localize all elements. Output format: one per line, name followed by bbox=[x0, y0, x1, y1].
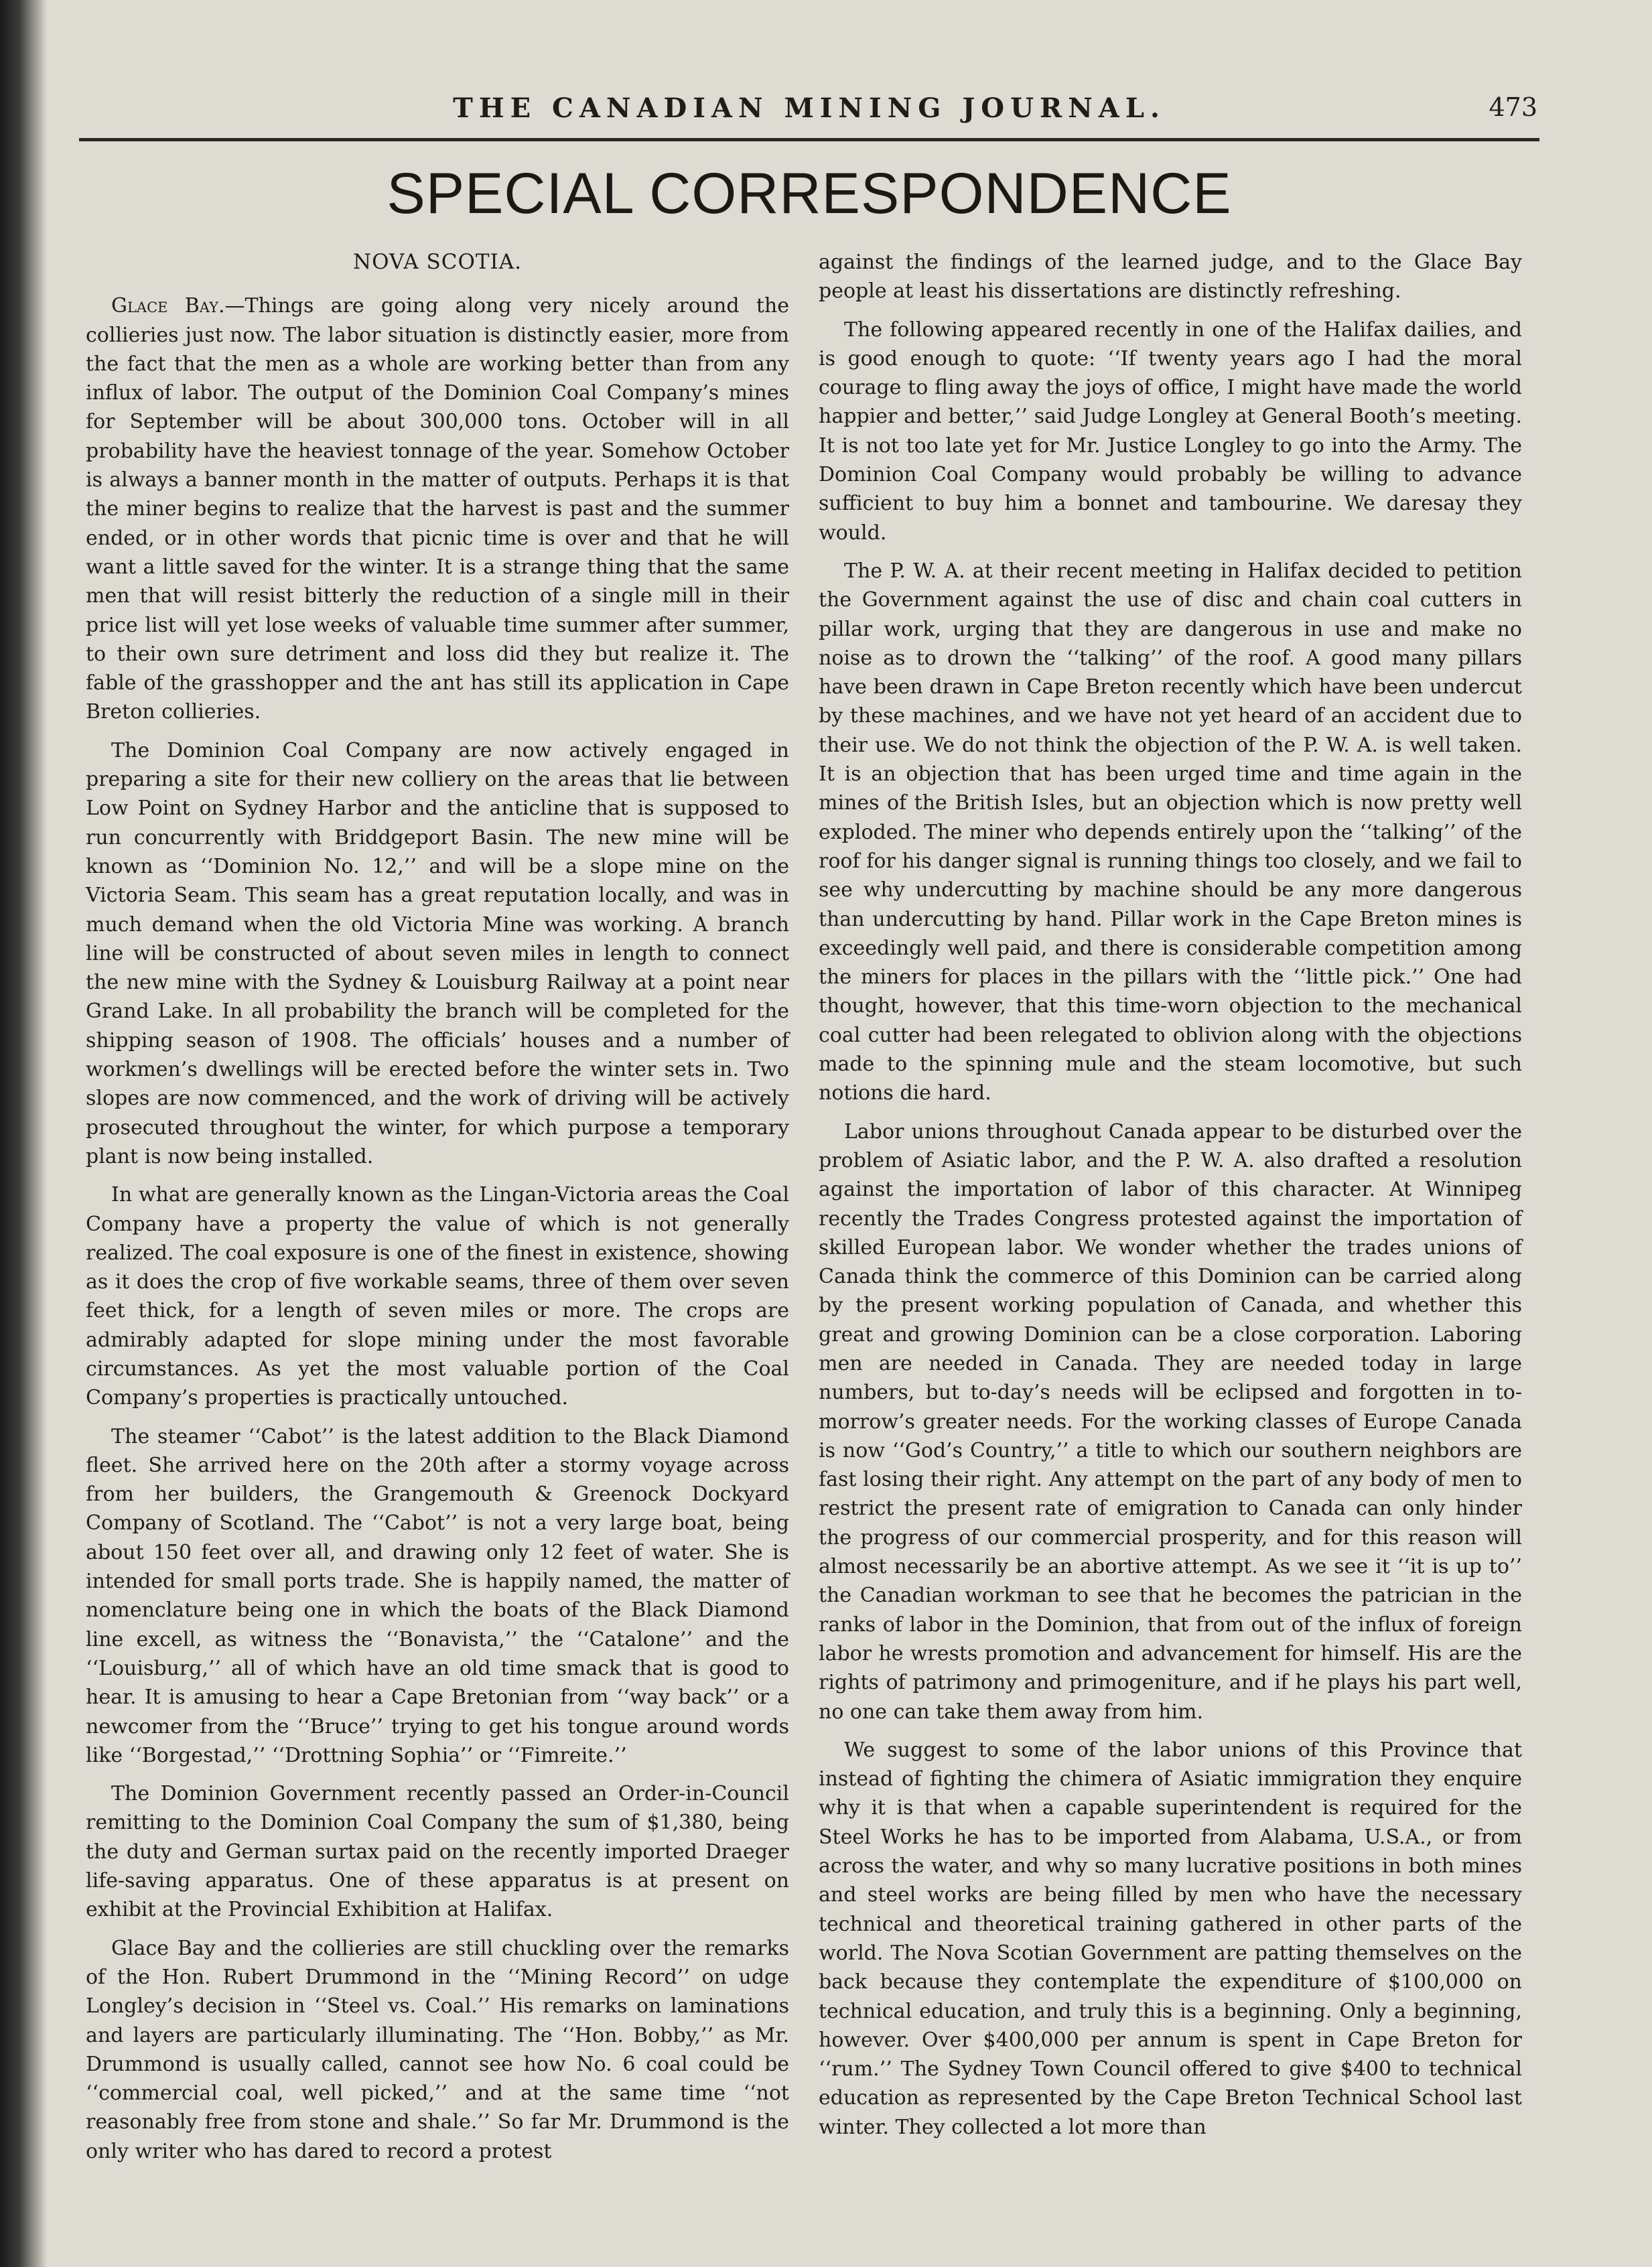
paragraph: The steamer ‘‘Cabot’’ is the latest addition to the Black Diamond fleet. She arrived here on the 20th after a stormy voyage across from her builders, the Grangemouth & Greenock Dockyard Company of Scotland. The ‘‘Cabot’’ is not a very large boat, being about 150 feet over all, and drawing only 12 feet of water. She is intended for small ports trade. She is happily named, the matter of nomenclature being one in which the boats of the Black Diamond line excell, as witness the ‘‘Bonavista,’’ the ‘‘Catalone’’ and the ‘‘Louisburg,’’ all of which have an old time smack that is good to hear. It is amusing to hear a Cape Bretonian from ‘‘way back’’ or a newcomer from the ‘‘Bruce’’ trying to get his tongue around words like ‘‘Borgestad,’’ ‘‘Drottning Sophia’’ or ‘‘Fimreite.’’ bbox=[86, 1424, 789, 1767]
paragraph-text: —Things are going along very nicely around the collieries just now. The labor situation is distinctly easier, more from the fact that the men as a whole are working better than from any influx of labor. The output of the Dominion Coal Company’s mines for September will be about 300,000 tons. October will in all probability have the heaviest tonnage of the year. Somehow October is always a banner month in the matter of outputs. Perhaps it is that the miner begins to realize that the harvest is past and the summer ended, or in other words that picnic time is over and that he will want a little saved for the winter. It is a strange thing that the same men that will resist bitterly the reduction of a single mill in their price list will yet lose weeks of valuable time summer after summer, to their own sure detriment and loss did they but realize it. The fable of the grasshopper and the ant has still its application in Cape Breton collieries. bbox=[86, 294, 789, 724]
dateline: Glace Bay. bbox=[111, 294, 225, 318]
page-number: 473 bbox=[1489, 92, 1537, 122]
paragraph: The Dominion Government recently passed an Order-in-Council remitting to the Dominion Coal Company the sum of $1,380, being the duty and German surtax paid on the recently imported Draeger life-saving apparatus. One of these apparatus is at present on exhibit at the Provincial Exhibition at Halifax. bbox=[86, 1782, 789, 1922]
paragraph: The following appeared recently in one of the Halifax dailies, and is good enough to quote: ‘‘If twenty years ago I had the moral courage to fling away the joys of office, I might have made the world happier and better,’’ said Judge Longley at General Booth’s meeting. It is not too late yet for Mr. Justice Longley to go into the Army. The Dominion Coal Company would probably be willing to advance sufficient to buy him a bonnet and tambourine. We daresay they would. bbox=[819, 318, 1522, 545]
paragraph: Labor unions throughout Canada appear to be disturbed over the problem of Asiatic labor, and the P. W. A. also drafted a resolution against the importation of labor of this character. At Winnipeg recently the Trades Congress protested against the importation of skilled European labor. We wonder whether the trades unions of Canada think the commerce of this Dominion can be carried along by the present working population of Canada, and whether this great and growing Dominion can be a close corporation. Laboring men are needed in Canada. They are needed today in large numbers, but to-day’s needs will be eclipsed and forgotten in to-morrow’s greater needs. For the working classes of Europe Canada is now ‘‘God’s Country,’’ a title to which our southern neighbors are fast losing their right. Any attempt on the part of any body of men to restrict the present rate of emigration to Canada can only hinder the progress of our commercial prosperity, and for this reason will almost necessarily be an abortive attempt. As we see it ‘‘it is up to’’ the Canadian workman to see that he becomes the patrician in the ranks of labor in the Dominion, that from out of the influx of foreign labor he wrests promotion and advancement for himself. His are the rights of patrimony and primogeniture, and if he plays his part well, no one can take them away from him. bbox=[819, 1119, 1522, 1724]
paragraph: Glace Bay and the collieries are still chuckling over the remarks of the Hon. Rubert Drummond in the ‘‘Mining Record’’ on udge Longley’s decision in ‘‘Steel vs. Coal.’’ His remarks on laminations and layers are particularly illuminating. The ‘‘Hon. Bobby,’’ as Mr. Drummond is usually called, cannot see how No. 6 coal could be ‘‘commercial coal, well picked,’’ and at the same time ‘‘not reasonably free from stone and shale.’’ So far Mr. Drummond is the only writer who has dared to record a protest bbox=[86, 1936, 789, 2163]
running-title: THE CANADIAN MINING JOURNAL. bbox=[453, 92, 1166, 124]
paragraph bbox=[86, 291, 789, 726]
page-binding-shadow bbox=[0, 0, 47, 2267]
paragraph: The P. W. A. at their recent meeting in Halifax decided to petition the Government against the use of disc and chain coal cutters in pillar work, urging that they are dangerous in use and make no noise as to drown the ‘‘talking’’ of the roof. A good many pillars have been drawn in Cape Breton recently which have been undercut by these machines, and we have not yet heard of an accident due to their use. We do not think the objection of the P. W. A. is well taken. It is an objection that has been urged time and time again in the mines of the British Isles, but an objection which is now pretty well exploded. The miner who depends entirely upon the ‘‘talking’’ of the roof for his danger signal is running things too closely, and we fail to see why undercutting by machine should be any more dangerous than undercutting by hand. Pillar work in the Cape Breton mines is exceedingly well paid, and there is considerable competition among the miners for places in the pillars with the ‘‘little pick.’’ One had thought, however, that this time-worn objection to the mechanical coal cutter had been relegated to oblivion along with the objections made to the spinning mule and the steam locomotive, but such notions die hard. bbox=[819, 559, 1522, 1105]
paragraph: The Dominion Coal Company are now actively engaged in preparing a site for their new colliery on the areas that lie between Low Point on Sydney Harbor and the anticline that is supposed to run concurrently with Briddgeport Basin. The new mine will be known as ‘‘Dominion No. 12,’’ and will be a slope mine on the Victoria Seam. This seam has a great reputation locally, and was in much demand when the old Victoria Mine was working. A branch line will be constructed of about seven miles in length to connect the new mine with the Sydney & Louisburg Railway at a point near Grand Lake. In all probability the branch will be completed for the shipping season of 1908. The officials’ houses and a number of workmen’s dwellings will be erected before the winter sets in. Two slopes are now commenced, and the work of driving will be actively prosecuted throughout the winter, for which purpose a temporary plant is now being installed. bbox=[86, 738, 789, 1168]
header-rule bbox=[79, 138, 1539, 141]
paragraph-continued: against the findings of the learned judge, and to the Glace Bay people at least his dissertations are distinctly refreshing. bbox=[819, 251, 1522, 303]
paragraph: We suggest to some of the labor unions of this Province that instead of fighting the chimera of Asiatic immigration they enquire why it is that when a capable superintendent is required for the Steel Works he has to be imported from Alabama, U.S.A., or from across the water, and why so many lucrative positions in both mines and steel works are being filled by men who have the necessary technical and theoretical training gathered in other parts of the world. The Nova Scotian Government are patting themselves on the back because they contemplate the expenditure of $100,000 on technical education, and truly this is a beginning. Only a beginning, however. Over $400,000 per annum is spent in Cape Breton for ‘‘rum.’’ The Sydney Town Council offered to give $400 to technical education as represented by the Cape Breton Technical School last winter. They collected a lot more than bbox=[819, 1738, 1522, 2139]
section-title: SPECIAL CORRESPONDENCE bbox=[387, 161, 1232, 226]
right-column bbox=[819, 248, 1522, 2151]
subhead-nova-scotia: NOVA SCOTIA. bbox=[352, 250, 523, 274]
paragraph: In what are generally known as the Lingan-Victoria areas the Coal Company have a property the value of which is not generally realized. The coal exposure is one of the finest in existence, showing as it does the crop of five workable seams, three of them over seven feet thick, for a length of seven miles or more. The crops are admirably adapted for slope mining under the most favorable circumstances. As yet the most valuable portion of the Coal Company’s properties is practically untouched. bbox=[86, 1183, 789, 1410]
left-column bbox=[86, 248, 789, 2175]
